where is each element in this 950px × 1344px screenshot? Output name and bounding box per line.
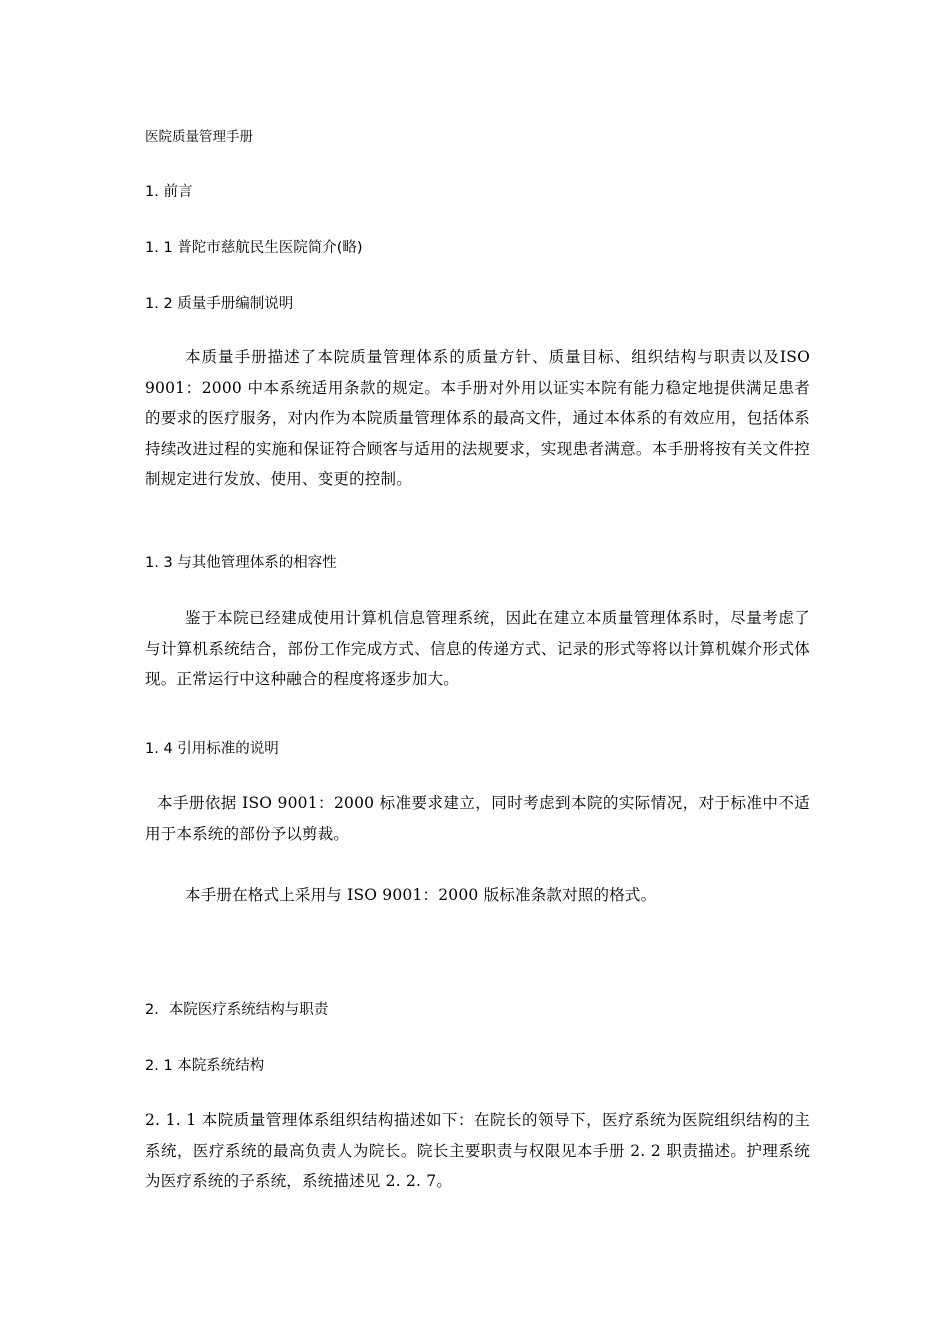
paragraph-1-2: 本质量手册描述了本院质量管理体系的质量方针、质量目标、组织结构与职责以及ISO 9001：2000 中本系统适用条款的规定。本手册对外用以证实本院有能力稳定地提供满足患者的要求的医疗服务，对内作为本院质量管理体系的最高文件，通过本体系的有效应用，包括体系持续改进过程的实施和保证符合顾客与适用的法规要求，实现患者满意。本手册将按有关文件控制规定进行发放、使用、变更的控制。 — [145, 348, 810, 488]
heading-1-2-manual-notes: 1. 2 质量手册编制说明 — [145, 296, 294, 312]
paragraph-1-4-b: 本手册在格式上采用与 ISO 9001：2000 版标准条款对照的格式。 — [185, 886, 657, 904]
paragraph-1-3: 鉴于本院已经建成使用计算机信息管理系统，因此在建立本质量管理体系时，尽量考虑了与计算机系统结合，部份工作完成方式、信息的传递方式、记录的形式等将以计算机媒介形式体现。正常运行中这种融合的程度将逐步加大。 — [145, 609, 810, 688]
heading-1-4-standards: 1. 4 引用标准的说明 — [145, 741, 279, 757]
paragraph-2-1-1: 2. 1. 1 本院质量管理体系组织结构描述如下：在院长的领导下，医疗系统为医院组织结构的主系统，医疗系统的最高负责人为院长。院长主要职责与权限见本手册 2. 2 职责描述。护理系统为医疗系统的子系统，系统描述见 2. 2. 7。 — [145, 1111, 810, 1190]
heading-2-structure-duties: 2．本院医疗系统结构与职责 — [145, 1002, 329, 1018]
heading-2-1-system-structure: 2. 1 本院系统结构 — [145, 1058, 265, 1074]
document-title: 医院质量管理手册 — [145, 129, 253, 145]
heading-1-1-hospital-intro: 1. 1 普陀市慈航民生医院简介(略) — [145, 240, 363, 256]
paragraph-1-4-a: 本手册依据 ISO 9001：2000 标准要求建立，同时考虑到本院的实际情况，对于标准中不适用于本系统的部份予以剪裁。 — [145, 794, 810, 843]
heading-1-preface: 1. 前言 — [145, 184, 193, 200]
heading-1-3-compatibility: 1. 3 与其他管理体系的相容性 — [145, 555, 337, 571]
